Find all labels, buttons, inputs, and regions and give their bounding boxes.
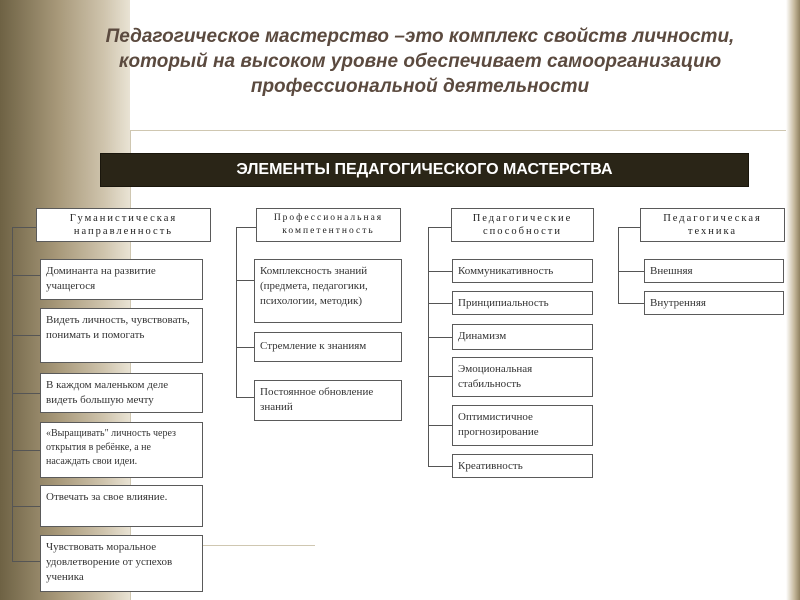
- connector-line: [12, 393, 40, 394]
- connector-line: [12, 335, 40, 336]
- connector-line: [428, 303, 452, 304]
- list-item: В каждом маленьком деле видеть большую мечту: [40, 373, 203, 413]
- connector-line: [618, 271, 644, 272]
- list-item: Комплексность знаний (предмета, педагогики, психологии, методик): [254, 259, 402, 323]
- connector-line: [236, 347, 254, 348]
- connector-line: [12, 227, 13, 561]
- guide-line-left: [130, 130, 131, 600]
- connector-line: [428, 337, 452, 338]
- category-humanistic: Гуманистическая направленность: [36, 208, 211, 242]
- connector-line: [428, 227, 451, 228]
- list-item: Динамизм: [452, 324, 593, 350]
- connector-line: [236, 397, 254, 398]
- list-item: Внешняя: [644, 259, 784, 283]
- connector-line: [618, 227, 619, 303]
- category-abilities: Педагогические способности: [451, 208, 594, 242]
- background-right-panel: [786, 0, 800, 600]
- list-item: Креативность: [452, 454, 593, 478]
- connector-line: [12, 561, 40, 562]
- connector-line: [618, 303, 644, 304]
- connector-line: [236, 280, 254, 281]
- diagram-header: ЭЛЕМЕНТЫ ПЕДАГОГИЧЕСКОГО МАСТЕРСТВА: [100, 153, 749, 187]
- connector-line: [12, 227, 36, 228]
- category-competence: Профессиональная компетентность: [256, 208, 401, 242]
- list-item: Эмоциональная стабильность: [452, 357, 593, 397]
- guide-line-top: [130, 130, 786, 131]
- list-item: Видеть личность, чувствовать, понимать и помогать: [40, 308, 203, 363]
- connector-line: [12, 506, 40, 507]
- list-item: Отвечать за свое влияние.: [40, 485, 203, 527]
- connector-line: [236, 227, 237, 397]
- connector-line: [618, 227, 640, 228]
- connector-line: [428, 466, 452, 467]
- connector-line: [236, 227, 256, 228]
- page-title: Педагогическое мастерство –это комплекс свойств личности, который на высоком уровне обеспечивает самоорганизацию профессиональной деятельности: [105, 26, 735, 97]
- list-item: Коммуникативность: [452, 259, 593, 283]
- list-item: Оптимистичное прогнозирование: [452, 405, 593, 446]
- list-item: Стремление к знаниям: [254, 332, 402, 362]
- connector-line: [428, 227, 429, 466]
- list-item: Доминанта на развитие учащегося: [40, 259, 203, 300]
- connector-line: [12, 275, 40, 276]
- connector-line: [428, 376, 452, 377]
- connector-line: [428, 271, 452, 272]
- connector-line: [12, 450, 40, 451]
- connector-line: [428, 425, 452, 426]
- list-item: «Выращивать" личность через открытия в ребёнке, а не насаждать свои идеи.: [40, 422, 203, 478]
- list-item: Постоянное обновление знаний: [254, 380, 402, 421]
- list-item: Принципиальность: [452, 291, 593, 315]
- category-technique: Педагогическая техника: [640, 208, 785, 242]
- list-item: Чувствовать моральное удовлетворение от успехов ученика: [40, 535, 203, 592]
- list-item: Внутренняя: [644, 291, 784, 315]
